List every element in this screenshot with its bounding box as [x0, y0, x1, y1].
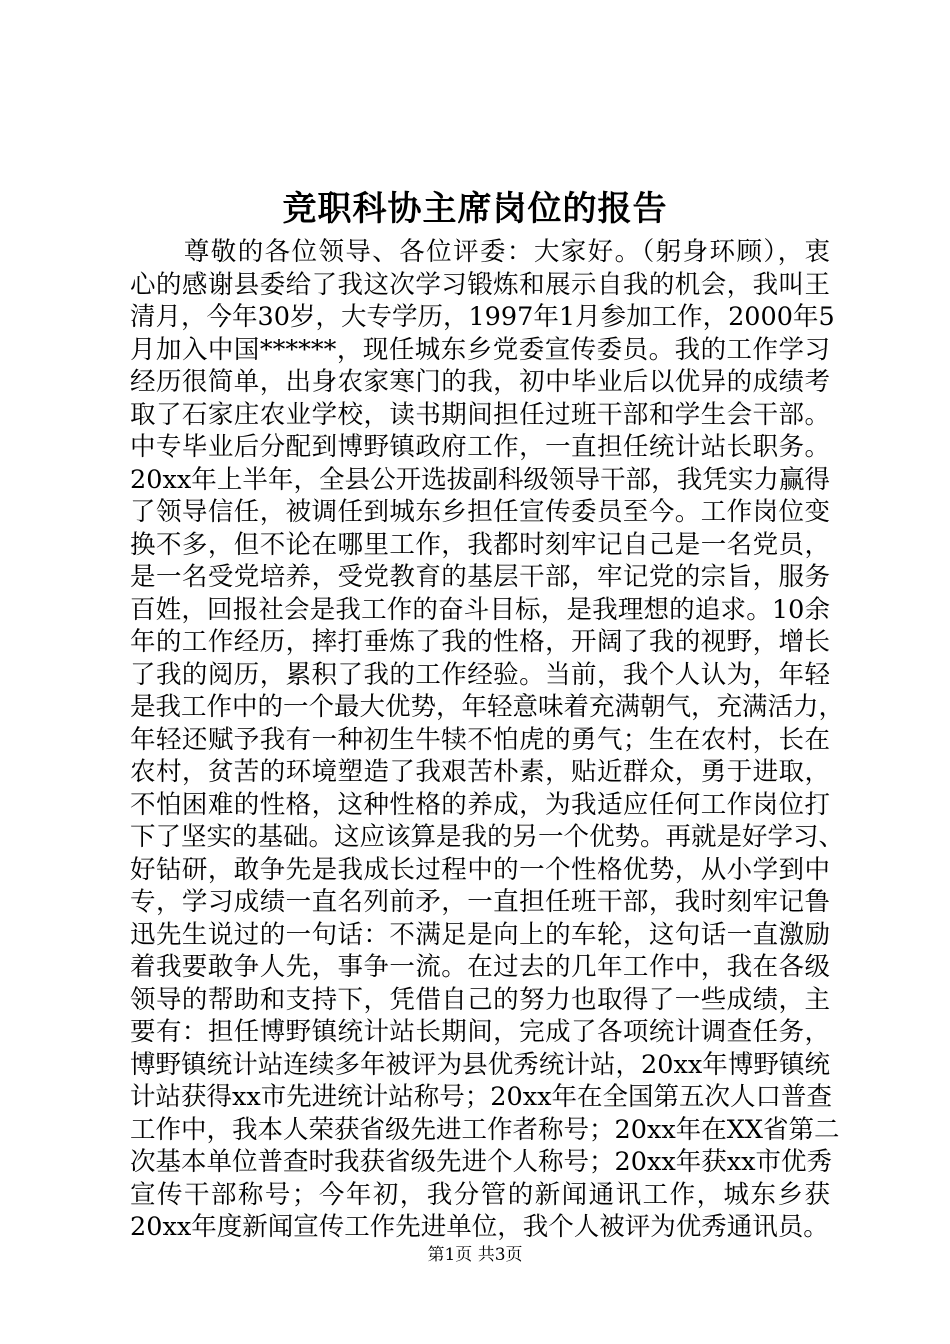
- text-line: 专，学习成绩一直名列前矛，一直担任班干部，我时刻牢记鲁: [130, 887, 830, 917]
- text-line: 工作中，我本人荣获省级先进工作者称号；20xx年在XX省第二: [130, 1114, 840, 1145]
- text-line: 宣传干部称号；今年初，我分管的新闻通讯工作，城东乡获: [130, 1179, 830, 1210]
- text-line: 20xx年度新闻宣传工作先进单位，我个人被评为优秀通讯员。: [130, 1212, 829, 1242]
- text-line: 月加入中国******，现任城东乡党委宣传委员。我的工作学习: [130, 334, 830, 365]
- text-line: 年的工作经历，摔打垂炼了我的性格，开阔了我的视野，增长: [130, 627, 830, 657]
- text-line: 迅先生说过的一句话：不满足是向上的车轮，这句话一直激励: [130, 919, 830, 950]
- text-line: 了我的阅历，累积了我的工作经验。当前，我个人认为，年轻: [130, 659, 830, 690]
- text-line: 20xx年上半年，全县公开选拔副科级领导干部，我凭实力赢得: [130, 464, 830, 495]
- text-line: 年轻还赋予我有一种初生牛犊不怕虎的勇气；生在农村，长在: [130, 724, 830, 755]
- text-line: 下了坚实的基础。这应该算是我的另一个优势。再就是好学习、: [130, 822, 845, 852]
- text-line: 中专毕业后分配到博野镇政府工作，一直担任统计站长职务。: [130, 432, 830, 462]
- text-line: 农村，贫苦的环境塑造了我艰苦朴素，贴近群众，勇于进取，: [130, 757, 830, 787]
- text-line: 尊敬的各位领导、各位评委：大家好。（躬身环顾），衷: [130, 237, 830, 267]
- text-line: 是我工作中的一个最大优势，年轻意味着充满朝气，充满活力，: [130, 692, 845, 722]
- document-title: 竞职科协主席岗位的报告: [282, 189, 668, 229]
- text-line: 领导的帮助和支持下，凭借自己的努力也取得了一些成绩，主: [130, 984, 830, 1015]
- text-line: 不怕困难的性格，这种性格的养成，为我适应任何工作岗位打: [130, 789, 830, 820]
- text-line: 好钻研，敢争先是我成长过程中的一个性格优势，从小学到中: [130, 854, 830, 885]
- text-line: 换不多，但不论在哪里工作，我都时刻牢记自己是一名党员，: [130, 529, 830, 560]
- text-line: 计站获得xx市先进统计站称号；20xx年在全国第五次人口普查: [130, 1082, 832, 1112]
- text-line: 着我要敢争人先，事争一流。在过去的几年工作中，我在各级: [130, 952, 830, 982]
- text-line: 经历很简单，出身农家寒门的我，初中毕业后以优异的成绩考: [130, 367, 830, 397]
- text-line: 百姓，回报社会是我工作的奋斗目标，是我理想的追求。10余: [130, 594, 830, 625]
- page-number-footer: 第1页 共3页: [427, 1245, 523, 1265]
- text-line: 了领导信任，被调任到城东乡担任宣传委员至今。工作岗位变: [130, 497, 830, 527]
- text-line: 取了石家庄农业学校，读书期间担任过班干部和学生会干部。: [130, 399, 830, 430]
- text-line: 是一名受党培养，受党教育的基层干部，牢记党的宗旨，服务: [130, 562, 830, 592]
- text-line: 要有：担任博野镇统计站长期间，完成了各项统计调查任务，: [130, 1017, 830, 1047]
- body-paragraph: [130, 236, 845, 1244]
- text-line: 清月，今年30岁，大专学历，1997年1月参加工作，2000年5: [130, 302, 835, 332]
- text-line: 博野镇统计站连续多年被评为县优秀统计站，20xx年博野镇统: [130, 1049, 830, 1080]
- text-line: 次基本单位普查时我获省级先进个人称号；20xx年获xx市优秀: [130, 1147, 832, 1177]
- text-line: 心的感谢县委给了我这次学习锻炼和展示自我的机会，我叫王: [130, 269, 830, 300]
